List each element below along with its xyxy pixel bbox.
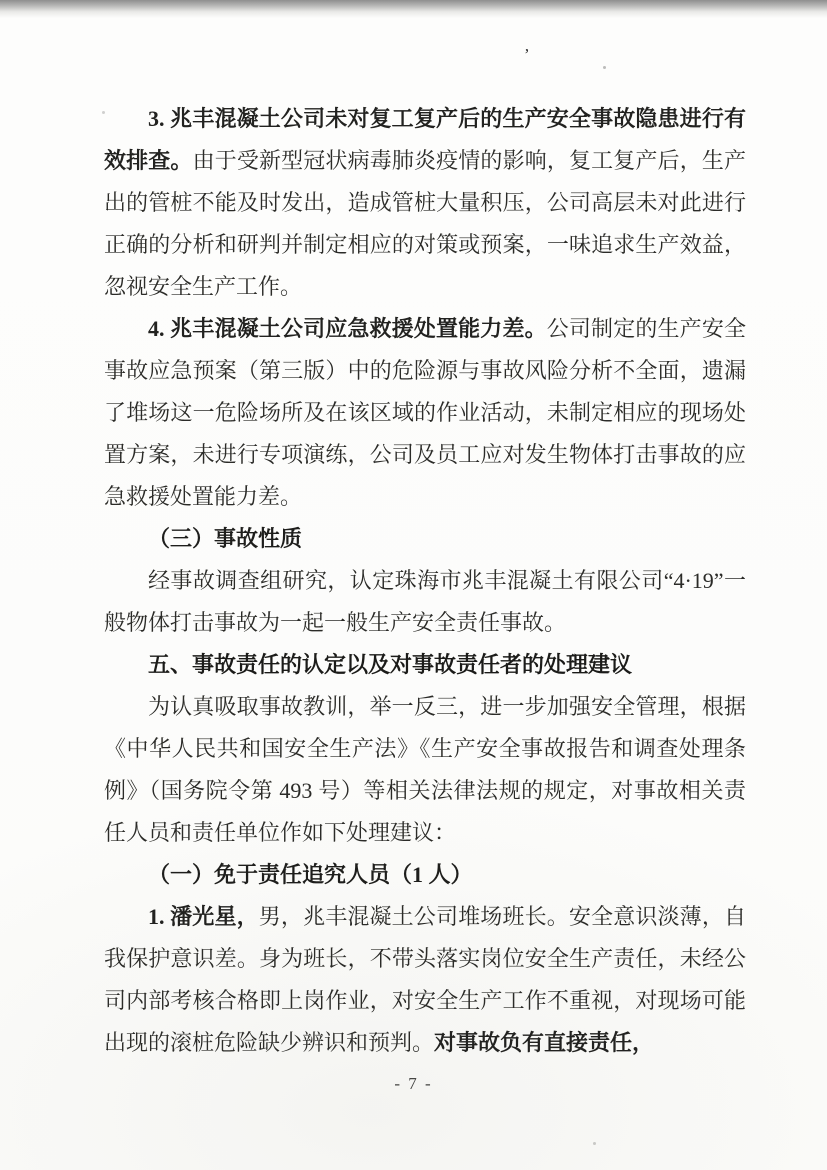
section-heading-accident-nature: （三）事故性质 [148,526,303,551]
person-1-name-lead: 1. 潘光星， [148,904,259,929]
finding-3-text: 由于受新型冠状病毒肺炎疫情的影响，复工复产后，生产出的管桩不能及时发出，造成管桩大量积压，公司高层未对此进行正确的分析和研判并制定相应的对策或预案，一味追求生产效益，忽视安全生产工作。 [104,148,746,299]
finding-4-paragraph [104,308,746,518]
person-1-responsibility-tail: 对事故负有直接责任， [434,1030,655,1055]
scan-artifact-mark: ’ [524,45,530,64]
page-number: - 7 - [394,1074,433,1093]
person-1-text: 男，兆丰混凝土公司堆场班长。安全意识淡薄，自我保护意识差。身为班长，不带头落实岗位安全生产责任，未经公司内部考核合格即上岗作业，对安全生产工作不重视，对现场可能出现的滚桩危险缺少辨识和预判。 [104,904,746,1055]
finding-4-text: 公司制定的生产安全事故应急预案（第三版）中的危险源与事故风险分析不全面，遗漏了堆场这一危险场所及在该区域的作业活动，未制定相应的现场处置方案，未进行专项演练，公司及员工应对发生物体打击事故的应急救援处置能力差。 [104,316,746,509]
accident-nature-paragraph: 经事故调查组研究，认定珠海市兆丰混凝土有限公司“4·19”一般物体打击事故为一起一般生产安全责任事故。 [104,568,746,635]
scan-edge-band [0,0,827,18]
scan-speck [593,1142,596,1145]
person-1-paragraph [104,896,746,1064]
finding-4-lead: 4. 兆丰混凝土公司应急救援处置能力差。 [148,316,547,341]
legal-basis-paragraph: 为认真吸取事故教训，举一反三，进一步加强安全管理，根据《中华人民共和国安全生产法》《生产安全事故报告和调查处理条例》（国务院令第 493 号）等相关法律法规的规定，对事故相关责任人员和责任单位作如下处理建议： [104,694,746,845]
finding-3-lead: 3. 兆丰混凝土公司未对复工复产后的生产安全事故隐患进行有效排查。 [104,106,746,173]
scan-speck [603,66,606,69]
subsection-heading-exempt-persons: （一）免于责任追究人员（1 人） [148,862,473,887]
report-body [104,98,746,1064]
chapter-5-heading: 五、事故责任的认定以及对事故责任者的处理建议 [148,652,633,677]
finding-3-paragraph [104,98,746,308]
